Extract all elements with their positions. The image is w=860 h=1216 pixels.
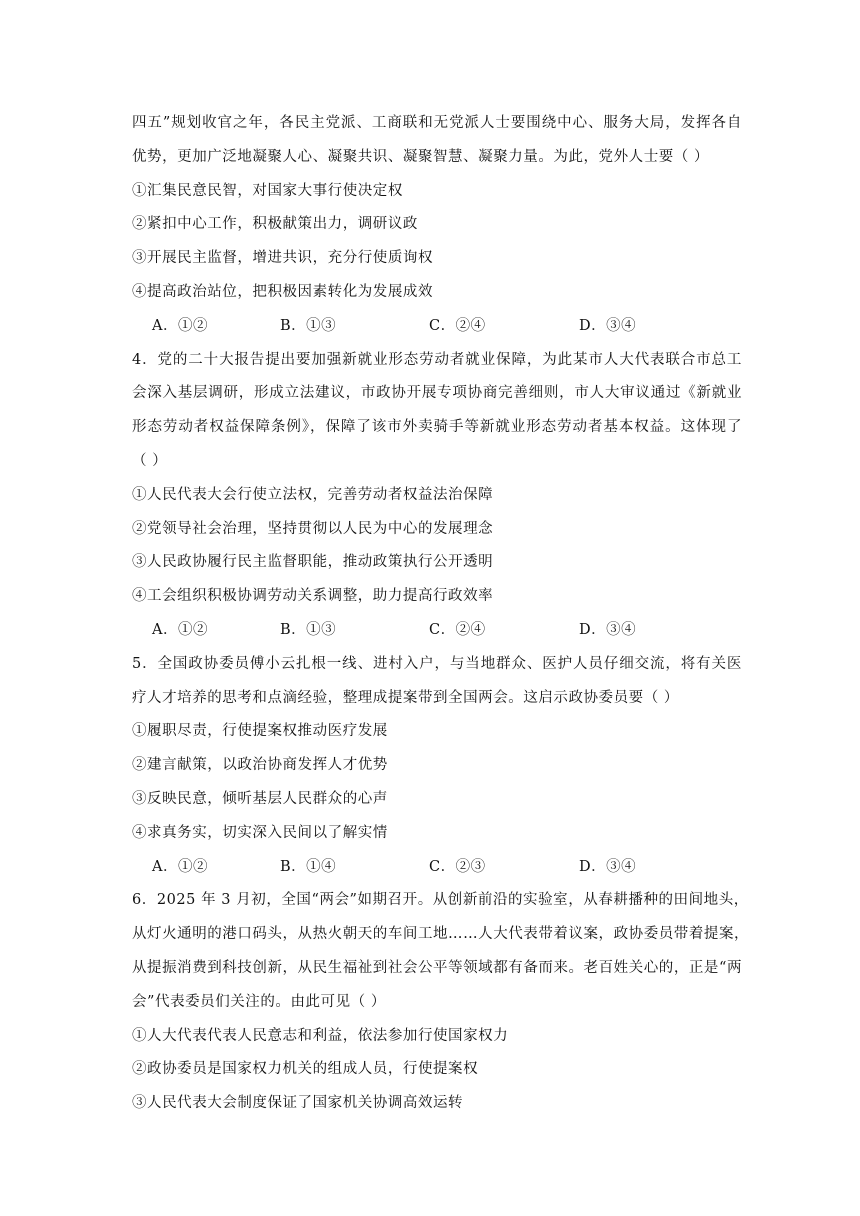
option-d: D．③④ xyxy=(579,317,637,334)
statement-2: ②紧扣中心工作，积极献策出力，调研议政 xyxy=(132,216,418,233)
statement-1: ①人大代表代表人民意志和利益，依法参加行使国家权力 xyxy=(132,1027,509,1044)
option-a: A．①② xyxy=(152,858,208,875)
option-c: C．②④ xyxy=(429,621,486,638)
question-content xyxy=(132,107,750,1121)
option-b: B．①③ xyxy=(280,317,337,334)
statement-3: ③开展民主监督，增进共识，充分行使质询权 xyxy=(132,250,433,267)
statement-2: ②建言献策，以政治协商发挥人才优势 xyxy=(132,757,388,774)
question-stem-line: 优势，更加广泛地凝聚人心、凝聚共识、凝聚智慧、凝聚力量。为此，党外人士要（ ） xyxy=(132,148,710,165)
question-stem-line: 4．党的二十大报告提出要加强新就业形态劳动者就业保障，为此某市人大代表联合市总工 xyxy=(132,351,742,368)
option-d: D．③④ xyxy=(579,858,637,875)
option-c: C．②④ xyxy=(429,317,486,334)
statement-4: ④提高政治站位，把积极因素转化为发展成效 xyxy=(132,283,433,300)
option-d: D．③④ xyxy=(579,621,637,638)
question-stem-line: 形态劳动者权益保障条例》，保障了该市外卖骑手等新就业形态劳动者基本权益。这体现了 xyxy=(132,419,742,436)
question-stem-line: 从提振消费到科技创新，从民生福祉到社会公平等领域都有备而来。老百姓关心的，正是“两 xyxy=(132,959,742,976)
statement-4: ④工会组织积极协调劳动关系调整，助力提高行政效率 xyxy=(132,588,494,605)
question-3 xyxy=(132,107,742,344)
statement-1: ①履职尽责，行使提案权推动医疗发展 xyxy=(132,723,388,740)
option-a: A．①② xyxy=(152,317,208,334)
statement-2: ②政协委员是国家权力机关的组成人员，行使提案权 xyxy=(132,1061,479,1078)
question-stem-line: 疗人才培养的思考和点滴经验，整理成提案带到全国两会。这启示政协委员要（ ） xyxy=(132,689,679,706)
question-stem-line: 会”代表委员们关注的。由此可见（ ） xyxy=(132,993,386,1010)
option-b: B．①④ xyxy=(280,858,337,875)
statement-1: ①人民代表大会行使立法权，完善劳动者权益法治保障 xyxy=(132,486,494,503)
question-stem-line: 四五”规划收官之年，各民主党派、工商联和无党派人士要围绕中心、服务大局，发挥各自 xyxy=(132,115,742,131)
statement-2: ②党领导社会治理，坚持贯彻以人民为中心的发展理念 xyxy=(132,520,494,537)
question-4 xyxy=(132,344,742,648)
statement-1: ①汇集民意民智，对国家大事行使决定权 xyxy=(132,182,403,199)
statement-4: ④求真务实，切实深入民间以了解实情 xyxy=(132,824,388,841)
question-stem-line: （ ） xyxy=(132,452,168,469)
statement-3: ③人民政协履行民主监督职能，推动政策执行公开透明 xyxy=(132,554,494,571)
answer-options xyxy=(132,851,742,885)
answer-options xyxy=(132,614,742,648)
question-5 xyxy=(132,648,742,885)
option-b: B．①③ xyxy=(280,621,337,638)
answer-options xyxy=(132,310,742,344)
question-stem-line: 6．2025 年 3 月初，全国“两会”如期召开。从创新前沿的实验室，从春耕播种的田间地头， xyxy=(132,892,749,909)
option-c: C．②③ xyxy=(429,858,486,875)
question-stem-line: 从灯火通明的港口码头，从热火朝天的车间工地……人大代表带着议案，政协委员带着提案， xyxy=(132,926,750,943)
question-stem-line: 会深入基层调研，形成立法建议，市政协开展专项协商完善细则，市人大审议通过《新就业 xyxy=(132,385,742,402)
question-6 xyxy=(132,884,750,1121)
question-stem-line: 5．全国政协委员傅小云扎根一线、进村入户，与当地群众、医护人员仔细交流，将有关医 xyxy=(132,655,742,672)
option-a: A．①② xyxy=(152,621,208,638)
statement-3: ③人民代表大会制度保证了国家机关协调高效运转 xyxy=(132,1095,464,1112)
statement-3: ③反映民意，倾听基层人民群众的心声 xyxy=(132,790,388,807)
